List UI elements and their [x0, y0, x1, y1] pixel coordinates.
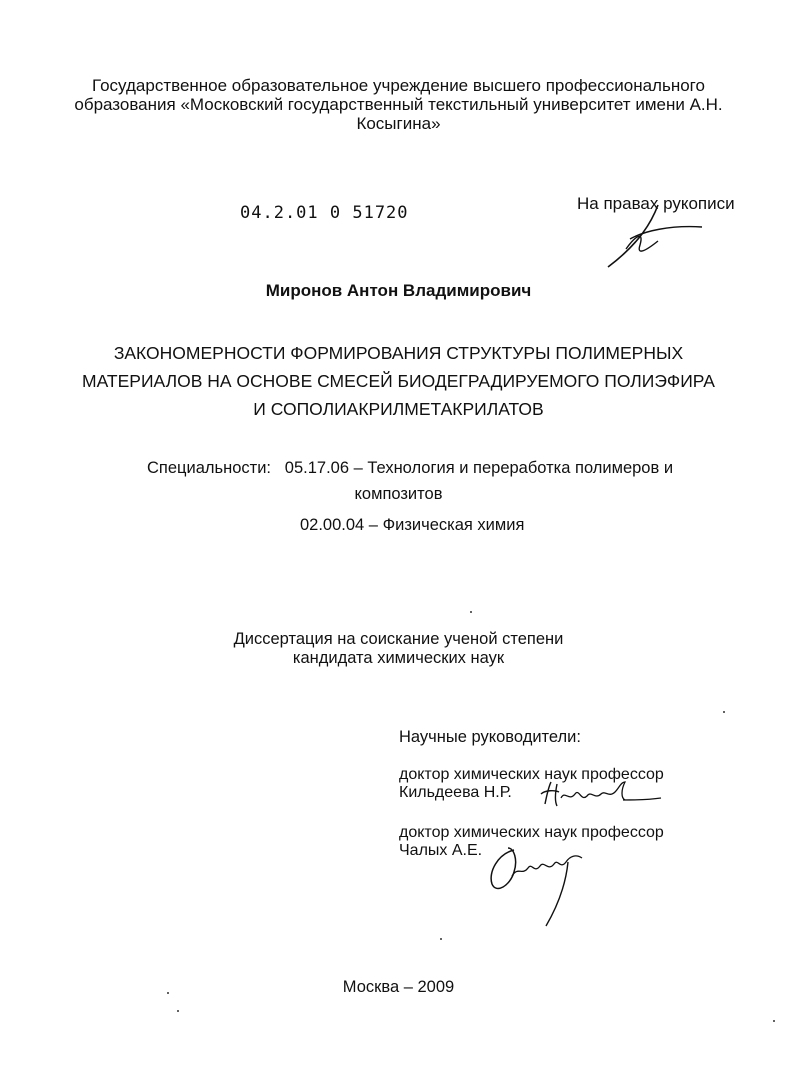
- specialty-line-1: [147, 455, 673, 481]
- author-name: Миронов Антон Владимирович: [265, 281, 532, 300]
- scan-speck: [167, 992, 169, 994]
- title-line-1: ЗАКОНОМЕРНОСТИ ФОРМИРОВАНИЯ СТРУКТУРЫ ПОЛИМЕРНЫХ: [113, 343, 684, 363]
- specialty-second: 02.00.04 – Физическая химия: [300, 516, 525, 534]
- dissertation-title: [0, 339, 797, 423]
- advisor-1-title: доктор химических наук профессор: [399, 766, 664, 783]
- degree-line-2: кандидата химических наук: [292, 649, 505, 667]
- specialty-first: 05.17.06 – Технология и переработка полимеров и: [284, 459, 674, 477]
- scan-speck: [723, 711, 725, 713]
- scan-speck: [470, 611, 472, 613]
- manuscript-note: На правах рукописи: [577, 194, 735, 213]
- advisor-2-title: доктор химических наук профессор: [399, 824, 664, 841]
- advisor-2-name: Чалых А.Е.: [399, 842, 483, 859]
- advisors-label: Научные руководители:: [399, 728, 581, 746]
- scan-speck: [773, 1020, 775, 1022]
- institution-line-2: образования «Московский государственный текстильный университет имени А.Н.: [74, 95, 723, 114]
- title-line-2: МАТЕРИАЛОВ НА ОСНОВЕ СМЕСЕЙ БИОДЕГРАДИРУЕМОГО ПОЛИЭФИРА: [82, 371, 715, 391]
- institution-line-1: Государственное образовательное учреждение высшего профессионального: [92, 76, 705, 95]
- specialty-first-continuation: композитов: [354, 485, 443, 503]
- degree-line-1: Диссертация на соискание ученой степени: [233, 630, 564, 648]
- specialties-label: Специальности:: [147, 459, 271, 477]
- scan-speck: [177, 1010, 179, 1012]
- institution-line-3: Косыгина»: [356, 114, 441, 133]
- title-line-3: И СОПОЛИАКРИЛМЕТАКРИЛАТОВ: [253, 399, 544, 419]
- advisor-1-signature: [535, 780, 665, 810]
- place-and-year: Москва – 2009: [342, 978, 455, 996]
- scan-speck: [440, 938, 442, 940]
- degree-statement: [0, 630, 797, 668]
- advisor-1-name: Кильдеева Н.Р.: [399, 784, 512, 801]
- author-signature: [600, 203, 710, 273]
- archive-number: 04.2.01 0 51720: [240, 203, 409, 223]
- institution-header: [0, 76, 797, 133]
- advisor-2-signature: [484, 842, 594, 932]
